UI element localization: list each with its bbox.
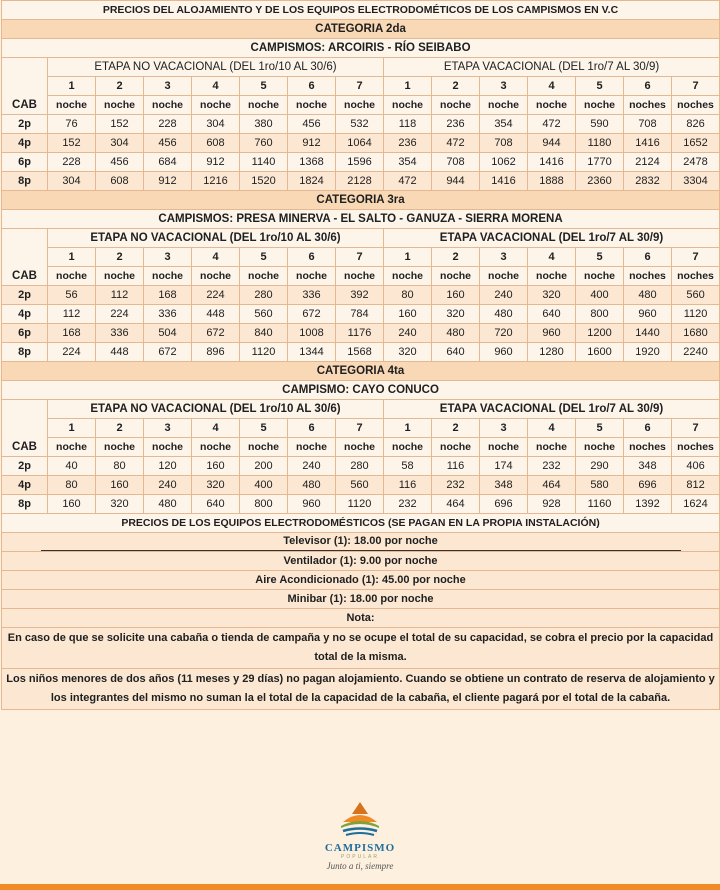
price-cell: 236	[432, 115, 480, 134]
night-count: 7	[336, 248, 384, 267]
price-cell: 480	[144, 495, 192, 514]
bottom-accent-bar	[0, 884, 720, 890]
price-cell: 708	[624, 115, 672, 134]
cabin-capacity: 4p	[2, 305, 48, 324]
night-unit-label: noche	[192, 96, 240, 115]
price-cell: 1596	[336, 153, 384, 172]
price-cell: 160	[384, 305, 432, 324]
price-cell: 80	[384, 286, 432, 305]
cabin-capacity: 4p	[2, 134, 48, 153]
night-unit-label: noche	[192, 267, 240, 286]
price-cell: 696	[480, 495, 528, 514]
price-cell: 448	[96, 343, 144, 362]
price-cell: 826	[672, 115, 720, 134]
logo-sub-text: POPULAR	[341, 854, 379, 860]
price-table	[1, 0, 720, 710]
price-cell: 2240	[672, 343, 720, 362]
price-cell: 304	[48, 172, 96, 191]
night-unit-label: noche	[576, 96, 624, 115]
price-cell: 1216	[192, 172, 240, 191]
price-cell: 336	[288, 286, 336, 305]
night-unit-label: noches	[624, 96, 672, 115]
cabin-capacity: 8p	[2, 172, 48, 191]
night-unit-label: noches	[672, 267, 720, 286]
night-unit-label: noche	[480, 267, 528, 286]
night-count: 5	[240, 77, 288, 96]
night-count: 5	[240, 419, 288, 438]
price-cell: 672	[192, 324, 240, 343]
price-cell: 160	[96, 476, 144, 495]
stage-no-vacacional: ETAPA NO VACACIONAL (DEL 1ro/10 AL 30/6)	[48, 400, 384, 419]
night-count: 4	[528, 77, 576, 96]
category-title: CATEGORIA 3ra	[2, 191, 720, 210]
price-cell: 152	[96, 115, 144, 134]
price-cell: 304	[96, 134, 144, 153]
night-count: 3	[480, 419, 528, 438]
night-count: 4	[192, 77, 240, 96]
price-cell: 608	[192, 134, 240, 153]
night-unit-label: noche	[528, 267, 576, 286]
equipment-item-label: Ventilador (1): 9.00 por noche	[283, 554, 438, 567]
cab-header: CAB	[2, 400, 48, 457]
night-count: 4	[192, 248, 240, 267]
cabin-capacity: 2p	[2, 286, 48, 305]
price-cell: 480	[288, 476, 336, 495]
price-cell: 912	[192, 153, 240, 172]
price-cell: 112	[48, 305, 96, 324]
night-count: 6	[288, 419, 336, 438]
price-cell: 1680	[672, 324, 720, 343]
price-cell: 960	[288, 495, 336, 514]
price-cell: 672	[144, 343, 192, 362]
night-unit-label: noche	[432, 438, 480, 457]
night-unit-label: noche	[576, 267, 624, 286]
night-count: 6	[624, 77, 672, 96]
night-unit-label: noche	[144, 96, 192, 115]
price-cell: 472	[528, 115, 576, 134]
night-count: 5	[576, 77, 624, 96]
price-cell: 812	[672, 476, 720, 495]
price-cell: 320	[432, 305, 480, 324]
cabin-capacity: 6p	[2, 153, 48, 172]
equipment-item-label: Televisor (1): 18.00 por noche	[41, 533, 681, 551]
price-cell: 280	[240, 286, 288, 305]
price-cell: 406	[672, 457, 720, 476]
price-cell: 320	[528, 286, 576, 305]
night-unit-label: noche	[240, 96, 288, 115]
price-cell: 240	[480, 286, 528, 305]
price-cell: 504	[144, 324, 192, 343]
price-cell: 290	[576, 457, 624, 476]
night-count: 2	[96, 248, 144, 267]
equipment-item	[2, 533, 720, 552]
night-unit-label: noche	[288, 96, 336, 115]
stage-vacacional: ETAPA VACACIONAL (DEL 1ro/7 AL 30/9)	[384, 58, 720, 77]
price-cell: 912	[288, 134, 336, 153]
price-cell: 684	[144, 153, 192, 172]
price-cell: 960	[528, 324, 576, 343]
price-cell: 560	[240, 305, 288, 324]
night-unit-label: noche	[336, 96, 384, 115]
price-cell: 784	[336, 305, 384, 324]
price-cell: 348	[624, 457, 672, 476]
price-cell: 336	[96, 324, 144, 343]
price-cell: 56	[48, 286, 96, 305]
night-unit-label: noche	[96, 438, 144, 457]
price-cell: 800	[240, 495, 288, 514]
night-count: 2	[432, 419, 480, 438]
price-cell: 2124	[624, 153, 672, 172]
price-cell: 320	[96, 495, 144, 514]
price-cell: 1140	[240, 153, 288, 172]
price-cell: 912	[144, 172, 192, 191]
price-cell: 960	[624, 305, 672, 324]
price-cell: 80	[96, 457, 144, 476]
price-cell: 480	[432, 324, 480, 343]
night-unit-label: noche	[48, 438, 96, 457]
night-count: 2	[96, 419, 144, 438]
equipment-item	[2, 590, 720, 609]
night-count: 1	[48, 248, 96, 267]
cabin-capacity: 8p	[2, 495, 48, 514]
price-cell: 200	[240, 457, 288, 476]
price-cell: 240	[384, 324, 432, 343]
price-cell: 228	[48, 153, 96, 172]
price-cell: 944	[432, 172, 480, 191]
price-cell: 1824	[288, 172, 336, 191]
price-cell: 1600	[576, 343, 624, 362]
price-cell: 560	[336, 476, 384, 495]
logo-brand-text: CAMPISMO	[324, 842, 396, 854]
price-cell: 708	[432, 153, 480, 172]
cab-header: CAB	[2, 58, 48, 115]
night-unit-label: noche	[384, 96, 432, 115]
price-cell: 532	[336, 115, 384, 134]
night-count: 7	[336, 77, 384, 96]
logo-tagline: Junto a ti, siempre	[326, 861, 394, 871]
price-cell: 1392	[624, 495, 672, 514]
price-cell: 2832	[624, 172, 672, 191]
night-count: 1	[384, 248, 432, 267]
equipment-item-label: Aire Acondicionado (1): 45.00 por noche	[255, 573, 466, 586]
night-count: 4	[528, 419, 576, 438]
night-count: 7	[672, 77, 720, 96]
night-unit-label: noche	[336, 267, 384, 286]
price-cell: 400	[576, 286, 624, 305]
price-cell: 392	[336, 286, 384, 305]
price-cell: 2360	[576, 172, 624, 191]
price-cell: 224	[48, 343, 96, 362]
night-count: 6	[288, 248, 336, 267]
night-unit-label: noche	[240, 267, 288, 286]
price-cell: 1416	[624, 134, 672, 153]
price-cell: 720	[480, 324, 528, 343]
equipment-item	[2, 571, 720, 590]
price-cell: 1176	[336, 324, 384, 343]
price-cell: 464	[528, 476, 576, 495]
price-cell: 1280	[528, 343, 576, 362]
night-unit-label: noche	[48, 96, 96, 115]
night-count: 2	[96, 77, 144, 96]
price-cell: 1008	[288, 324, 336, 343]
price-cell: 640	[528, 305, 576, 324]
campismo-logo-icon	[335, 800, 385, 840]
night-count: 5	[576, 419, 624, 438]
note-paragraph: En caso de que se solicite una cabaña o tienda de campaña y no se ocupe el total de su capacidad, se cobra el precio por la capacidad total de la misma.	[2, 628, 720, 669]
cabin-capacity: 2p	[2, 457, 48, 476]
price-cell: 348	[480, 476, 528, 495]
price-cell: 232	[384, 495, 432, 514]
price-cell: 448	[192, 305, 240, 324]
price-cell: 472	[432, 134, 480, 153]
campsites-title: CAMPISMOS: PRESA MINERVA - EL SALTO - GANUZA - SIERRA MORENA	[2, 210, 720, 229]
campsites-title: CAMPISMO: CAYO CONUCO	[2, 381, 720, 400]
night-unit-label: noche	[144, 438, 192, 457]
night-unit-label: noche	[432, 96, 480, 115]
price-cell: 380	[240, 115, 288, 134]
night-count: 3	[144, 248, 192, 267]
night-unit-label: noche	[192, 438, 240, 457]
night-unit-label: noche	[480, 96, 528, 115]
price-cell: 232	[528, 457, 576, 476]
price-cell: 280	[336, 457, 384, 476]
night-count: 4	[528, 248, 576, 267]
price-cell: 120	[144, 457, 192, 476]
price-cell: 480	[624, 286, 672, 305]
night-count: 6	[624, 419, 672, 438]
note-paragraph: Los niños menores de dos años (11 meses y 29 días) no pagan alojamiento. Cuando se obtiene un contrato de reserva de alojamiento y los integrantes del mismo no suman la el total de la capacidad de la cabaña, el cliente pagará por el total de la cabaña.	[2, 669, 720, 710]
price-cell: 224	[96, 305, 144, 324]
night-count: 3	[480, 77, 528, 96]
price-cell: 800	[576, 305, 624, 324]
price-cell: 696	[624, 476, 672, 495]
night-unit-label: noche	[528, 96, 576, 115]
night-unit-label: noche	[576, 438, 624, 457]
price-cell: 1440	[624, 324, 672, 343]
night-unit-label: noche	[528, 438, 576, 457]
price-cell: 336	[144, 305, 192, 324]
price-cell: 464	[432, 495, 480, 514]
night-count: 7	[672, 419, 720, 438]
price-cell: 320	[192, 476, 240, 495]
price-cell: 174	[480, 457, 528, 476]
price-cell: 1120	[240, 343, 288, 362]
price-cell: 160	[48, 495, 96, 514]
price-cell: 840	[240, 324, 288, 343]
night-count: 5	[240, 248, 288, 267]
price-cell: 228	[144, 115, 192, 134]
night-count: 3	[480, 248, 528, 267]
price-cell: 456	[288, 115, 336, 134]
price-cell: 76	[48, 115, 96, 134]
price-cell: 1200	[576, 324, 624, 343]
price-cell: 456	[144, 134, 192, 153]
price-cell: 320	[384, 343, 432, 362]
price-cell: 560	[672, 286, 720, 305]
night-count: 7	[336, 419, 384, 438]
price-cell: 1180	[576, 134, 624, 153]
price-cell: 240	[288, 457, 336, 476]
notes-label: Nota:	[2, 609, 720, 628]
price-cell: 1520	[240, 172, 288, 191]
page-title: PRECIOS DEL ALOJAMIENTO Y DE LOS EQUIPOS ELECTRODOMÉTICOS DE LOS CAMPISMOS EN V.C	[2, 1, 720, 20]
night-unit-label: noches	[672, 438, 720, 457]
price-cell: 118	[384, 115, 432, 134]
price-cell: 1920	[624, 343, 672, 362]
night-unit-label: noche	[96, 267, 144, 286]
night-count: 4	[192, 419, 240, 438]
night-unit-label: noche	[48, 267, 96, 286]
night-unit-label: noche	[96, 96, 144, 115]
cabin-capacity: 2p	[2, 115, 48, 134]
price-cell: 960	[480, 343, 528, 362]
price-cell: 160	[192, 457, 240, 476]
night-count: 3	[144, 419, 192, 438]
category-title: CATEGORIA 4ta	[2, 362, 720, 381]
price-cell: 1416	[528, 153, 576, 172]
price-cell: 1770	[576, 153, 624, 172]
price-cell: 672	[288, 305, 336, 324]
stage-no-vacacional: ETAPA NO VACACIONAL (DEL 1ro/10 AL 30/6)	[48, 58, 384, 77]
price-cell: 896	[192, 343, 240, 362]
night-count: 3	[144, 77, 192, 96]
night-count: 2	[432, 77, 480, 96]
cabin-capacity: 4p	[2, 476, 48, 495]
stage-vacacional: ETAPA VACACIONAL (DEL 1ro/7 AL 30/9)	[384, 400, 720, 419]
price-cell: 1652	[672, 134, 720, 153]
price-cell: 1568	[336, 343, 384, 362]
price-cell: 1062	[480, 153, 528, 172]
price-cell: 708	[480, 134, 528, 153]
night-count: 1	[48, 77, 96, 96]
price-cell: 80	[48, 476, 96, 495]
night-unit-label: noche	[240, 438, 288, 457]
price-cell: 1120	[336, 495, 384, 514]
equipment-item	[2, 552, 720, 571]
price-cell: 1416	[480, 172, 528, 191]
price-cell: 112	[96, 286, 144, 305]
stage-no-vacacional: ETAPA NO VACACIONAL (DEL 1ro/10 AL 30/6)	[48, 229, 384, 248]
price-cell: 304	[192, 115, 240, 134]
campismo-logo	[0, 800, 720, 890]
price-cell: 236	[384, 134, 432, 153]
price-cell: 2478	[672, 153, 720, 172]
price-cell: 1064	[336, 134, 384, 153]
price-cell: 640	[432, 343, 480, 362]
night-unit-label: noche	[288, 438, 336, 457]
price-cell: 456	[96, 153, 144, 172]
price-cell: 400	[240, 476, 288, 495]
price-cell: 1344	[288, 343, 336, 362]
cab-header: CAB	[2, 229, 48, 286]
price-cell: 580	[576, 476, 624, 495]
night-unit-label: noche	[384, 438, 432, 457]
stage-vacacional: ETAPA VACACIONAL (DEL 1ro/7 AL 30/9)	[384, 229, 720, 248]
price-cell: 1368	[288, 153, 336, 172]
price-cell: 928	[528, 495, 576, 514]
night-count: 7	[672, 248, 720, 267]
night-unit-label: noche	[288, 267, 336, 286]
price-cell: 1624	[672, 495, 720, 514]
night-count: 1	[384, 77, 432, 96]
price-cell: 944	[528, 134, 576, 153]
night-count: 5	[576, 248, 624, 267]
price-cell: 472	[384, 172, 432, 191]
price-cell: 1888	[528, 172, 576, 191]
price-cell: 640	[192, 495, 240, 514]
price-cell: 760	[240, 134, 288, 153]
equipment-heading: PRECIOS DE LOS EQUIPOS ELECTRODOMÉSTICOS (SE PAGAN EN LA PROPIA INSTALACIÓN)	[2, 514, 720, 533]
price-cell: 160	[432, 286, 480, 305]
price-cell: 608	[96, 172, 144, 191]
price-cell: 232	[432, 476, 480, 495]
price-cell: 354	[480, 115, 528, 134]
price-cell: 168	[144, 286, 192, 305]
price-cell: 224	[192, 286, 240, 305]
night-unit-label: noches	[624, 267, 672, 286]
price-cell: 480	[480, 305, 528, 324]
night-unit-label: noche	[336, 438, 384, 457]
price-cell: 168	[48, 324, 96, 343]
price-cell: 3304	[672, 172, 720, 191]
price-cell: 116	[432, 457, 480, 476]
price-cell: 590	[576, 115, 624, 134]
night-unit-label: noche	[384, 267, 432, 286]
cabin-capacity: 8p	[2, 343, 48, 362]
night-count: 2	[432, 248, 480, 267]
price-cell: 40	[48, 457, 96, 476]
price-cell: 240	[144, 476, 192, 495]
price-cell: 152	[48, 134, 96, 153]
equipment-item-label: Minibar (1): 18.00 por noche	[287, 592, 434, 605]
category-title: CATEGORIA 2da	[2, 20, 720, 39]
price-cell: 116	[384, 476, 432, 495]
night-count: 6	[624, 248, 672, 267]
price-cell: 2128	[336, 172, 384, 191]
night-count: 1	[384, 419, 432, 438]
price-cell: 1160	[576, 495, 624, 514]
price-cell: 354	[384, 153, 432, 172]
night-unit-label: noche	[480, 438, 528, 457]
night-count: 1	[48, 419, 96, 438]
price-cell: 1120	[672, 305, 720, 324]
cabin-capacity: 6p	[2, 324, 48, 343]
night-unit-label: noches	[624, 438, 672, 457]
night-count: 6	[288, 77, 336, 96]
night-unit-label: noches	[672, 96, 720, 115]
price-cell: 58	[384, 457, 432, 476]
campsites-title: CAMPISMOS: ARCOIRIS - RÍO SEIBABO	[2, 39, 720, 58]
night-unit-label: noche	[144, 267, 192, 286]
night-unit-label: noche	[432, 267, 480, 286]
